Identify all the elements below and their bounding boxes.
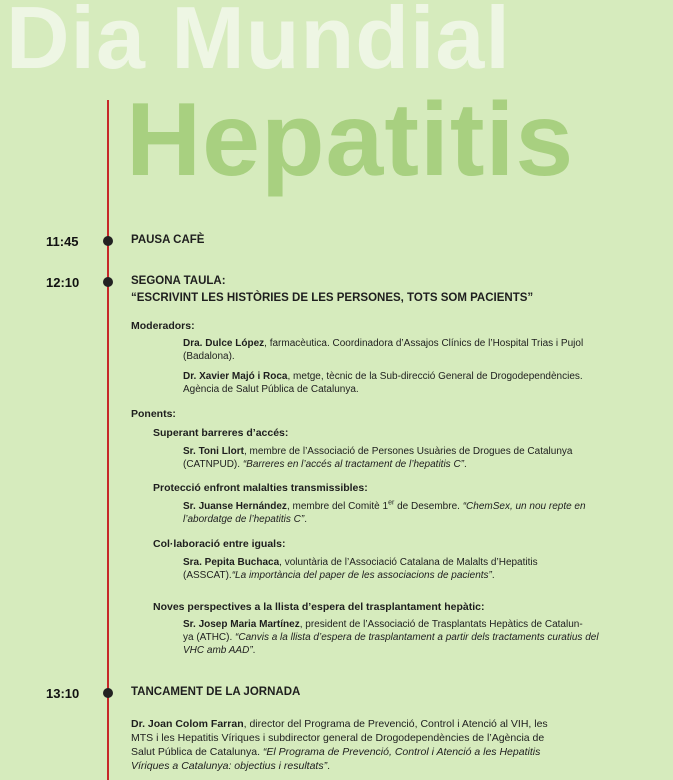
moderator-name: Dr. Xavier Majó i Roca [183,371,288,382]
speaker-4: Sr. Josep Maria Martínez, president de l’Associació de Trasplantats Hepàtics de Catalun- ya (ATHC). “Canvis a la llista d’espera de trasplantament a partir dels tractaments curatius del VHC amb AAD”. [183,619,599,656]
timeline-line [107,100,109,780]
session-title: SEGONA TAULA: [131,275,226,287]
moderator-name: Dra. Dulce López [183,338,265,349]
session-tancament: TANCAMENT DE LA JORNADA [131,686,301,698]
title-dia-mundial: Dia Mundial [6,0,511,87]
topic-heading: Noves perspectives a la llista d’espera del trasplantament hepàtic: [153,601,485,613]
moderators-label: Moderadors: [131,320,195,332]
moderator-1: Dra. Dulce López, farmacèutica. Coordinadora d’Assajos Clínics de l’Hospital Trias i Pujol (Badalona). [183,338,584,362]
time-1210: 12:10 [46,275,80,290]
timeline-dot [103,688,113,698]
speaker-3: Sra. Pepita Buchaca, voluntària de l’Associació Catalana de Malalts d’Hepatitis (ASSCAT).“La importància del paper de les associacions de pacients”. [183,557,538,581]
timeline-dot [103,236,113,246]
session-subtitle: “ESCRIVINT LES HISTÒRIES DE LES PERSONES, TOTS SOM PACIENTS” [131,292,534,304]
speaker-1: Sr. Toni Llort, membre de l’Associació de Persones Usuàries de Drogues de Catalunya (CATNPUD). “Barreres en l’accés al tractament de l’hepatitis C”. [183,446,573,470]
speaker-2: Sr. Juanse Hernández, membre del Comitè 1er de Desembre. “ChemSex, un nou repte en l’abordatge de l’hepatitis C”. [183,499,586,525]
topic-heading: Superant barreres d’accés: [153,427,289,439]
moderator-2: Dr. Xavier Majó i Roca, metge, tècnic de la Sub-direcció General de Drogodependències. Agència de Salut Pública de Catalunya. [183,371,583,395]
title-hepatitis: Hepatitis [126,82,575,198]
time-1145: 11:45 [46,234,79,249]
speakers-label: Ponents: [131,408,176,420]
topic-heading: Col·laboració entre iguals: [153,538,286,550]
time-1310: 13:10 [46,686,80,701]
closing-speaker: Dr. Joan Colom Farran, director del Programa de Prevenció, Control i Atenció al VIH, les MTS i les Hepatitis Víriques i subdirector general de Drogodependències de l’Agència de Salut Pública de Catalunya. “El Programa de Prevenció, Control i Atenció a les Hepatitis Víriques a Catalunya: objectius i resultats”. [131,718,548,772]
timeline-dot [103,277,113,287]
topic-heading: Protecció enfront malalties transmissibles: [153,482,368,494]
session-pausa-cafe: PAUSA CAFÈ [131,234,205,246]
